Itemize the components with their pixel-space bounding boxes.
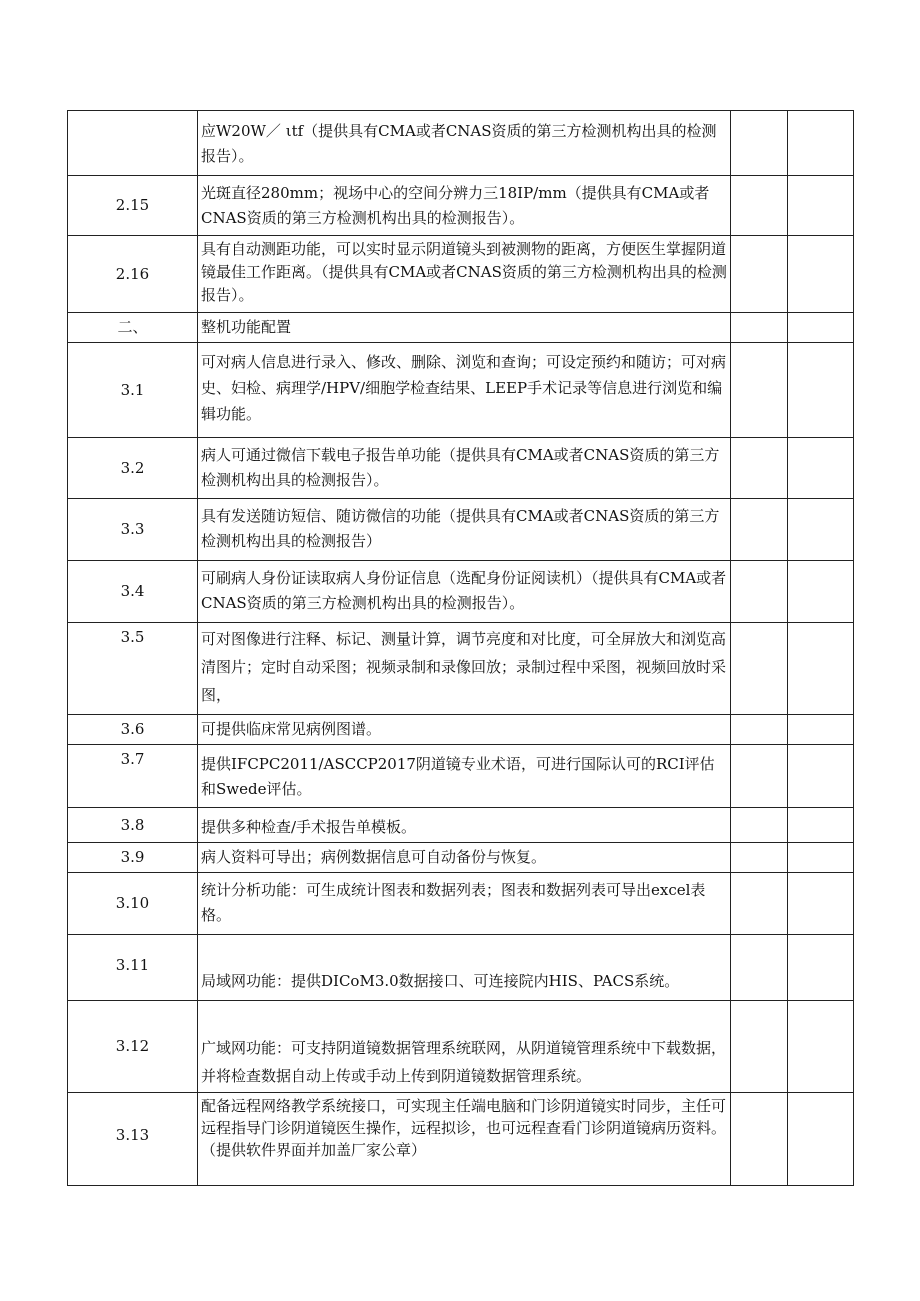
table-row bbox=[68, 111, 854, 176]
table-row bbox=[68, 176, 854, 236]
row-number: 2.15 bbox=[68, 176, 198, 236]
row-text: 可对病人信息进行录入、修改、删除、浏览和查询；可设定预约和随访；可对病史、妇检、病理学/HPV/细胞学检查结果、LEEP手术记录等信息进行浏览和编辑功能。 bbox=[198, 343, 731, 438]
empty-cell bbox=[731, 438, 788, 499]
row-text: 局域网功能：提供DICoM3.0数据接口、可连接院内HIS、PACS系统。 bbox=[198, 935, 731, 1001]
empty-cell bbox=[731, 1093, 788, 1186]
table-row bbox=[68, 935, 854, 1001]
row-number: 3.13 bbox=[68, 1093, 198, 1186]
empty-cell bbox=[731, 561, 788, 623]
row-number: 3.7 bbox=[68, 745, 198, 808]
row-number: 2.16 bbox=[68, 236, 198, 313]
empty-cell bbox=[731, 808, 788, 843]
table-row bbox=[68, 1093, 854, 1186]
empty-cell bbox=[731, 1001, 788, 1093]
empty-cell bbox=[788, 1093, 854, 1186]
empty-cell bbox=[788, 111, 854, 176]
empty-cell bbox=[788, 623, 854, 715]
empty-cell bbox=[788, 499, 854, 561]
empty-cell bbox=[788, 808, 854, 843]
empty-cell bbox=[731, 343, 788, 438]
row-number: 3.10 bbox=[68, 873, 198, 935]
table-row bbox=[68, 808, 854, 843]
table-row bbox=[68, 1001, 854, 1093]
empty-cell bbox=[788, 745, 854, 808]
row-number: 3.11 bbox=[68, 935, 198, 1001]
row-number bbox=[68, 111, 198, 176]
row-text: 可刷病人身份证读取病人身份证信息（选配身份证阅读机）（提供具有CMA或者CNAS资质的第三方检测机构出具的检测报告）。 bbox=[198, 561, 731, 623]
table-row bbox=[68, 438, 854, 499]
row-number: 3.3 bbox=[68, 499, 198, 561]
row-number: 3.9 bbox=[68, 843, 198, 873]
empty-cell bbox=[731, 935, 788, 1001]
empty-cell bbox=[788, 1001, 854, 1093]
empty-cell bbox=[731, 715, 788, 745]
row-text: 提供多种检查/手术报告单模板。 bbox=[198, 808, 731, 843]
row-text: 具有发送随访短信、随访微信的功能（提供具有CMA或者CNAS资质的第三方检测机构出具的检测报告） bbox=[198, 499, 731, 561]
table-row bbox=[68, 745, 854, 808]
table-row bbox=[68, 623, 854, 715]
table-row bbox=[68, 873, 854, 935]
row-number: 3.4 bbox=[68, 561, 198, 623]
row-number: 3.5 bbox=[68, 623, 198, 715]
empty-cell bbox=[731, 236, 788, 313]
table-row bbox=[68, 843, 854, 873]
row-text: 可对图像进行注释、标记、测量计算，调节亮度和对比度，可全屏放大和浏览高清图片；定时自动采图；视频录制和录像回放；录制过程中采图，视频回放时采图， bbox=[198, 623, 731, 715]
empty-cell bbox=[788, 313, 854, 343]
row-text: 统计分析功能：可生成统计图表和数据列表；图表和数据列表可导出excel表格。 bbox=[198, 873, 731, 935]
empty-cell bbox=[731, 111, 788, 176]
row-number: 3.8 bbox=[68, 808, 198, 843]
empty-cell bbox=[788, 343, 854, 438]
section-title: 整机功能配置 bbox=[198, 313, 731, 343]
row-number: 3.6 bbox=[68, 715, 198, 745]
row-text: 具有自动测距功能，可以实时显示阴道镜头到被测物的距离，方便医生掌握阴道镜最佳工作距离。（提供具有CMA或者CNAS资质的第三方检测机构出具的检测报告）。 bbox=[198, 236, 731, 313]
row-text: 广域网功能：可支持阴道镜数据管理系统联网，从阴道镜管理系统中下载数据，并将检查数据自动上传或手动上传到阴道镜数据管理系统。 bbox=[198, 1001, 731, 1093]
row-number: 3.12 bbox=[68, 1001, 198, 1093]
row-text: 病人可通过微信下载电子报告单功能（提供具有CMA或者CNAS资质的第三方检测机构出具的检测报告）。 bbox=[198, 438, 731, 499]
row-text: 病人资料可导出；病例数据信息可自动备份与恢复。 bbox=[198, 843, 731, 873]
empty-cell bbox=[731, 313, 788, 343]
empty-cell bbox=[788, 715, 854, 745]
row-text: 可提供临床常见病例图谱。 bbox=[198, 715, 731, 745]
row-text: 应W20W／ ιtf（提供具有CMA或者CNAS资质的第三方检测机构出具的检测报告）。 bbox=[198, 111, 731, 176]
row-number: 3.2 bbox=[68, 438, 198, 499]
table-row bbox=[68, 313, 854, 343]
empty-cell bbox=[788, 935, 854, 1001]
row-text: 配备远程网络教学系统接口，可实现主任端电脑和门诊阴道镜实时同步，主任可远程指导门诊阴道镜医生操作，远程拟诊，也可远程查看门诊阴道镜病历资料。（提供软件界面并加盖厂家公章） bbox=[198, 1093, 731, 1186]
table-row bbox=[68, 499, 854, 561]
empty-cell bbox=[731, 873, 788, 935]
spec-table bbox=[67, 110, 854, 1186]
empty-cell bbox=[731, 623, 788, 715]
table-row bbox=[68, 343, 854, 438]
empty-cell bbox=[788, 873, 854, 935]
empty-cell bbox=[788, 438, 854, 499]
row-number: 二、 bbox=[68, 313, 198, 343]
empty-cell bbox=[788, 843, 854, 873]
row-text: 光斑直径280mm；视场中心的空间分辨力三18IP/mm（提供具有CMA或者CNAS资质的第三方检测机构出具的检测报告）。 bbox=[198, 176, 731, 236]
empty-cell bbox=[788, 236, 854, 313]
table-row bbox=[68, 561, 854, 623]
row-text: 提供IFCPC2011/ASCCP2017阴道镜专业术语，可进行国际认可的RCI评估和Swede评估。 bbox=[198, 745, 731, 808]
empty-cell bbox=[731, 499, 788, 561]
empty-cell bbox=[788, 176, 854, 236]
empty-cell bbox=[731, 843, 788, 873]
row-number: 3.1 bbox=[68, 343, 198, 438]
table-row bbox=[68, 236, 854, 313]
table-row bbox=[68, 715, 854, 745]
empty-cell bbox=[731, 745, 788, 808]
empty-cell bbox=[788, 561, 854, 623]
empty-cell bbox=[731, 176, 788, 236]
